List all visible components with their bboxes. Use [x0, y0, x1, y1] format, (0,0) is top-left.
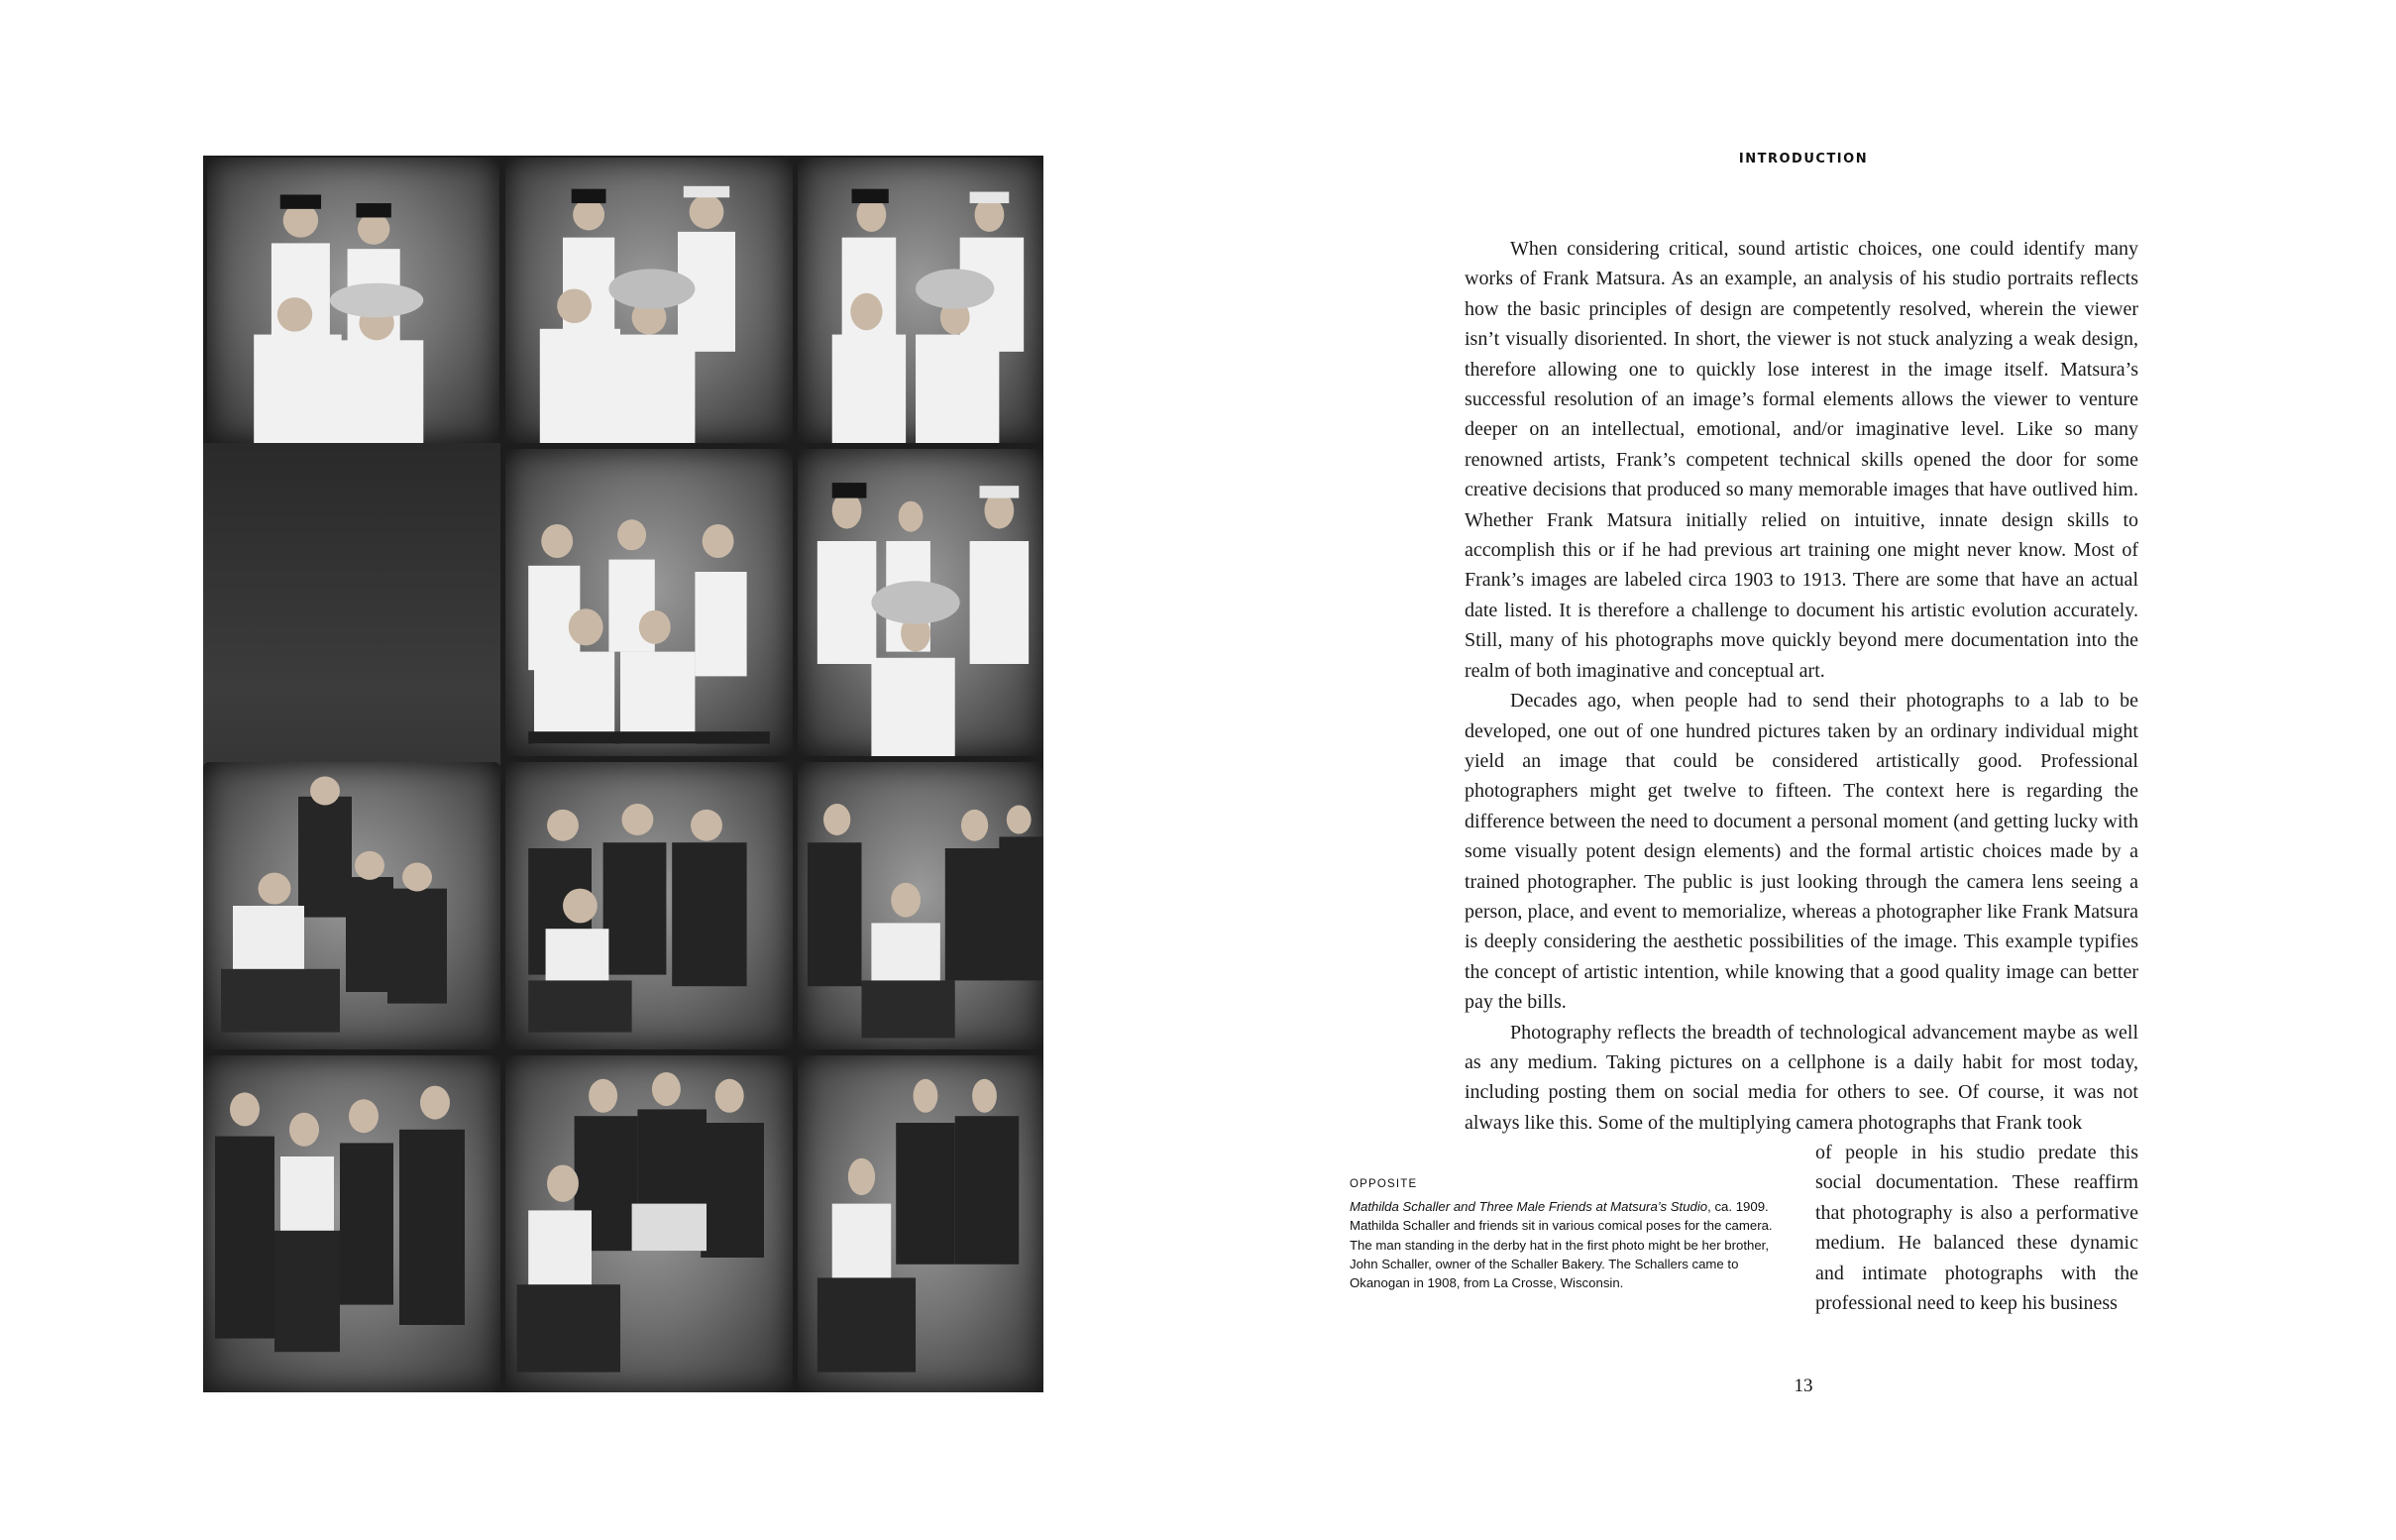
caption-text: , ca. 1909. Mathilda Schaller and friends sit in various comical poses for the camera. The man standing in the derby hat in the first photo might be her brother, John Schaller, owner of the Schaller Bakery. The Schallers came to Okanogan in 1908, from La Crosse, Wisconsin. [1350, 1199, 1773, 1291]
frame-row3-right [798, 762, 1043, 1049]
running-head: INTRODUCTION [1738, 152, 1869, 166]
frame-row3-left [203, 762, 500, 1049]
paragraph-2: Decades ago, when people had to send their photographs to a lab to be developed, one out of one hundred pictures taken by an ordinary individual might yield an image that could be considered artistically good. Professional photographers might get twelve to fifteen. The context here is regarding the difference between the need to document a personal moment (and getting lucky with some visually potent design elements) and the formal artistic choices made by a trained photographer. The public is just looking through the camera lens seeing a person, place, and event to memorialize, whereas a photographer like Frank Matsura is deeply considering the aesthetic possibilities of the image. This example typifies the concept of artistic intention, while knowing that a good quality image can better pay the bills. [1465, 690, 2138, 1014]
frame-row4-left [203, 1055, 500, 1392]
caption-label: OPPOSITE [1350, 1178, 1418, 1190]
body-text [1465, 234, 2138, 1138]
paragraph-3: Photography reflects the breadth of technological advancement maybe as well as any medium. Taking pictures on a cellphone is a daily habit for most today, including posting them on social media for others to see. Of course, it was not always like this. Some of the multiplying camera photographs that Frank took [1465, 1021, 2138, 1134]
frame-row4-middle [505, 1055, 793, 1392]
photo-caption [1350, 1175, 1786, 1292]
page-number: 13 [1794, 1375, 1813, 1396]
frame-row4-right [798, 1055, 1043, 1392]
contact-sheet-photo [203, 156, 1043, 1392]
frame-row1-left [207, 158, 499, 443]
paragraph-1: When considering critical, sound artistic choices, one could identify many works of Frank Matsura. As an example, an analysis of his studio portraits reflects how the basic principles of design are competently resolved, wherein the viewer isn’t visually disoriented. In short, the viewer is not stuck analyzing a weak design, therefore allowing one to quickly lose interest in the image itself. Matsura’s successful resolution of an image’s formal elements allows the viewer to venture deeper on an intellectual, emotional, and/or imaginative level. Like so many renowned artists, Frank’s competent technical skills opened the door for some creative decisions that produced so many memorable images that have outlived him. Whether Frank Matsura initially relied on intuitive, innate design skills to accomplish this or if he had previous art training one might never know. Most of Frank’s images are labeled circa 1903 to 1913. There are some that have an actual date listed. It is therefore a challenge to document his artistic evolution accurately. Still, many of his photographs move quickly beyond mere documentation into the realm of both imaginative and conceptual art. [1465, 238, 2138, 682]
body-text-continuation: of people in his studio predate this social documentation. These reaffirm that photography is also a performative medium. He balanced these dynamic and intimate photographs with the professional need to keep his business [1815, 1142, 2138, 1315]
frame-row2-middle [505, 449, 793, 756]
frame-row2-right [798, 449, 1043, 756]
frame-row1-middle [505, 158, 793, 443]
caption-title: Mathilda Schaller and Three Male Friends at Matsura’s Studio [1350, 1199, 1708, 1215]
caption-body [1350, 1197, 1786, 1292]
frame-row1-right [798, 158, 1043, 443]
frame-row3-middle [505, 762, 793, 1049]
